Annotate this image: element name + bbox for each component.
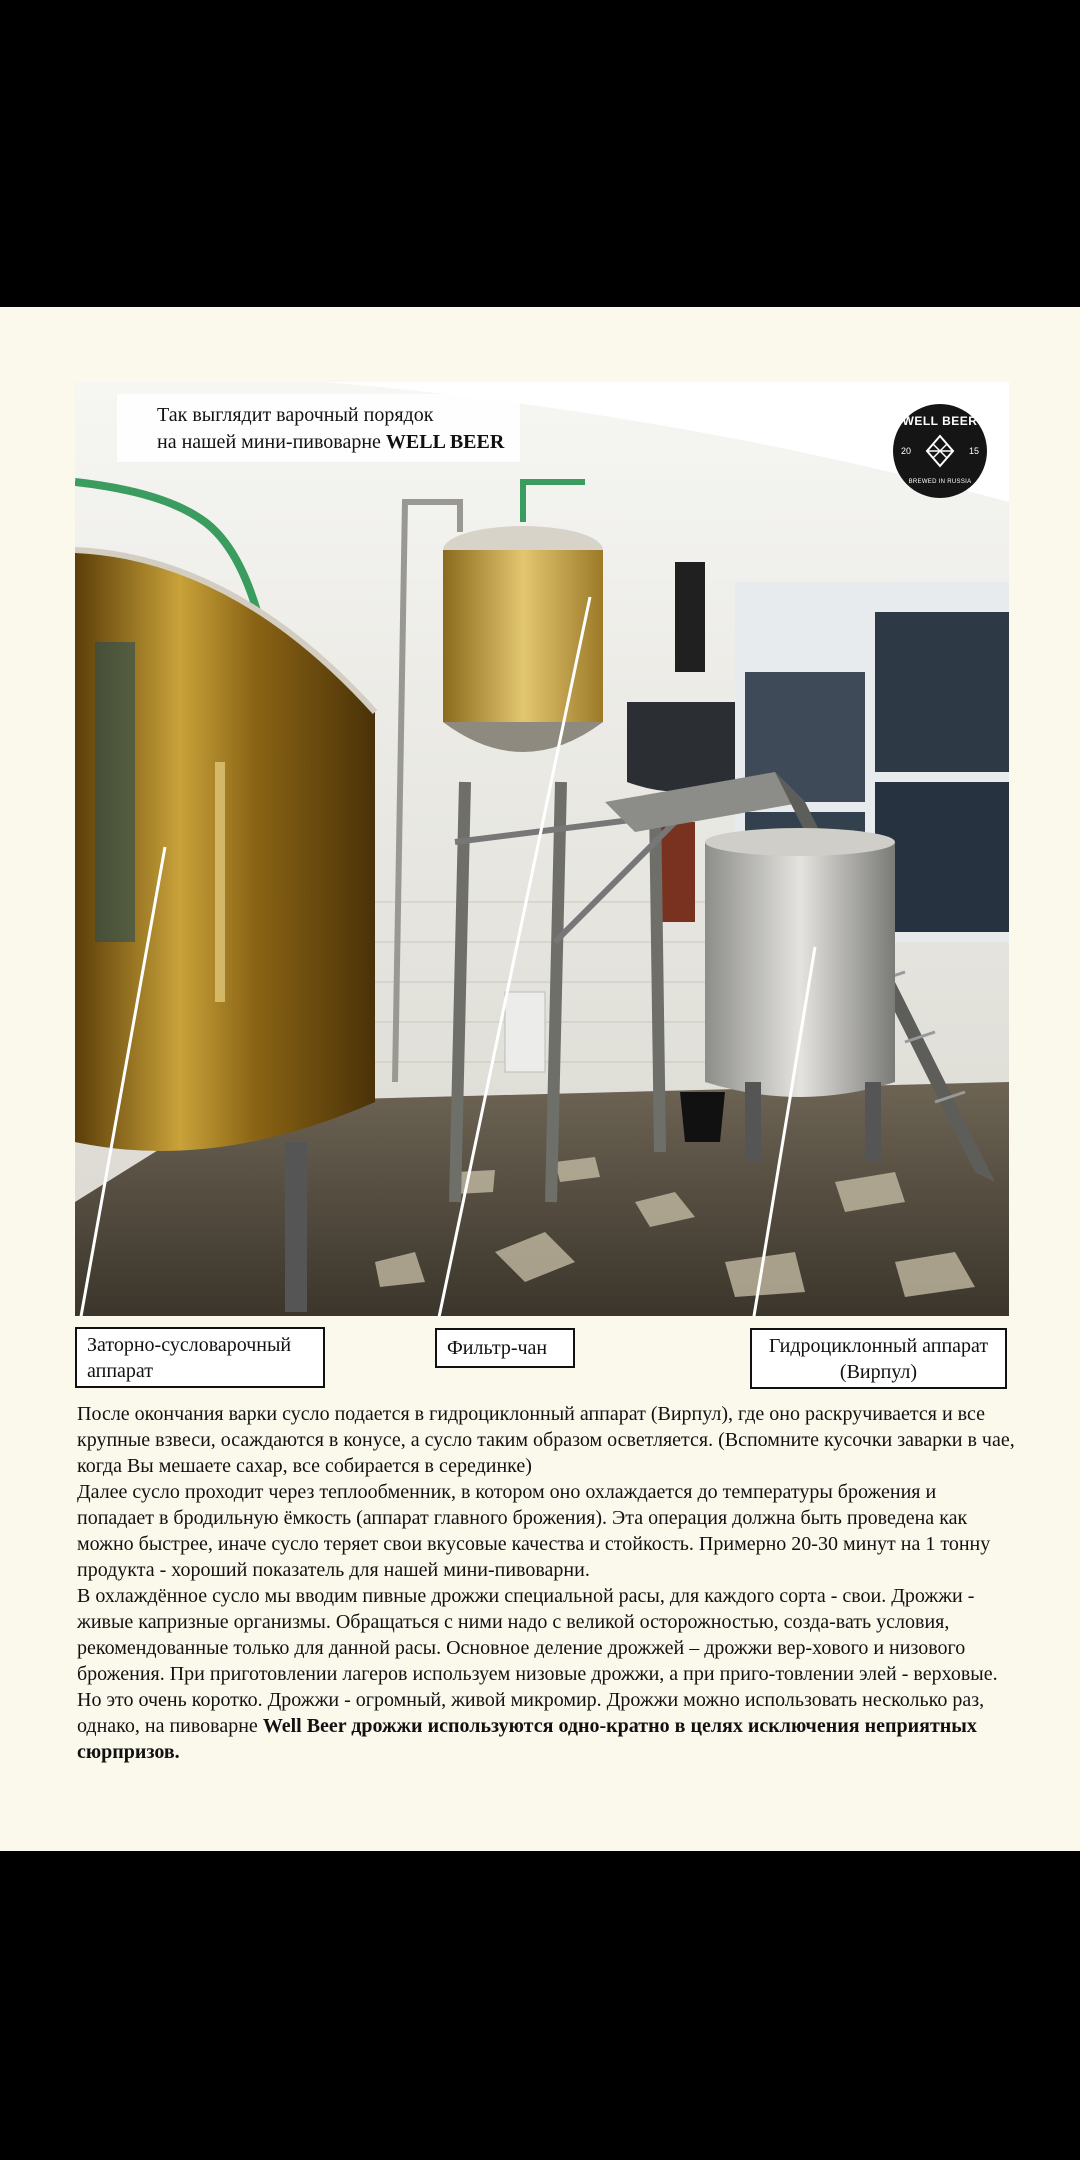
label-mash-tun: Заторно-сусловарочный аппарат xyxy=(75,1327,325,1388)
caption-brand: WELL BEER xyxy=(385,431,505,453)
brewhouse-illustration xyxy=(75,382,1009,1316)
logo-bottom-text: BREWED IN RUSSIA xyxy=(908,479,972,485)
paragraph-3-bold: Well Beer дрожжи используются одно-кратно в целях исключения неприятных сюрпризов. xyxy=(77,1715,977,1763)
label-filter-tun: Фильтр-чан xyxy=(435,1328,575,1368)
photo-caption xyxy=(117,394,520,462)
paragraph-3: В охлаждённое сусло мы вводим пивные дрожжи специальной расы, для каждого сорта - свои. Дрожжи - живые капризные организмы. Обращаться с ними надо с великой осторожностью, созда-вать условия, рекомендованные только для данной расы. Основное деление дрожжей – дрожжи вер-хового и низового брожения. При приготовлении лагеров используем низовые дрожжи, а при приго-товлении элей - верховые. Но это очень коротко. Дрожжи - огромный, живой микромир. Дрожжи можно использовать несколько раз, однако, на пивоварне Well Beer дрожжи используются одно-кратно в целях исключения неприятных сюрпризов. xyxy=(77,1585,998,1763)
logo-year-right: 15 xyxy=(968,446,979,456)
brewhouse-photo xyxy=(75,382,1009,1316)
caption-line-1: Так выглядит варочный порядок xyxy=(157,404,434,426)
paragraph-2: Далее сусло проходит через теплообменник, в котором оно охлаждается до температуры брожения и попадает в бродильную ёмкость (аппарат главного брожения). Эта операция должна быть проведена как можно быстрее, иначе сусло теряет свои вкусовые качества и стойкость. Примерно 20-30 минут на 1 тонну продукта - хороший показатель для нашей мини-пивоварни. xyxy=(77,1481,991,1581)
document-page xyxy=(0,307,1080,1851)
paragraph-1: После окончания варки сусло подается в гидроциклонный аппарат (Вирпул), где оно раскручивается и все крупные взвеси, осаждаются в конусе, а сусло таким образом осветляется. (Вспомните кусочки заварки в чае, когда Вы мешаете сахар, все собирается в серединке) xyxy=(77,1403,1015,1477)
well-beer-logo xyxy=(893,404,987,498)
article-body xyxy=(77,1401,1017,1765)
label-whirlpool-line1: Гидроциклонный аппарат xyxy=(768,1335,989,1357)
caption-line-2: на нашей мини-пивоварне WELL BEER xyxy=(157,431,505,453)
logo-year-left: 20 xyxy=(901,446,912,456)
hops-icon xyxy=(925,434,955,468)
logo-top-text: WELL BEER xyxy=(902,414,978,428)
label-whirlpool xyxy=(750,1328,1007,1389)
label-whirlpool-line2: (Вирпул) xyxy=(839,1361,918,1383)
